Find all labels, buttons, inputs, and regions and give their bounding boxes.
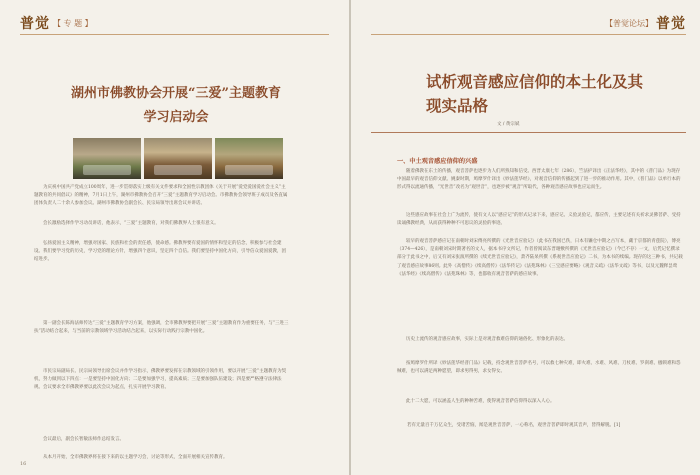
left-page	[0, 0, 349, 475]
body-paragraph: 弘扬爱国主义精神，增强对国家、民族和社会的责任感，使命感。佛教界要有爱国的情怀和坚定的信念，积极参与社会建设。我们要学习党的历史，学习党的理论方针，增强四个意识，坚定四个自信。我们要坚持中国化方向，引导信众爱国爱教，团结进步。	[34, 241, 286, 263]
section-tag: 【 专 题 】	[53, 18, 93, 28]
section-heading: 一、中土观音感应信仰的兴盛	[397, 158, 478, 165]
title-rule	[371, 132, 686, 133]
header-rule	[371, 34, 686, 35]
body-paragraph: 按鸠摩罗什所译《妙法莲华经普门品》记载，持念观世音菩萨名号，可以救七种灾难，即火难、水难、风难、刀杖难、罗刹难、枷锁难和怨贼难，也可以满足两种愿望，即求男得男，求女得女。	[397, 361, 681, 375]
body-paragraph: 历史上流传的观音感应故事，实际上是对观音救难信仰的通俗化、形象化的表达。	[406, 337, 568, 342]
article-title: 湖州市佛教协会开展“三爱”主题教育学习启动会	[71, 86, 281, 125]
body-paragraph: 此十二大愿，可以涵盖人生的种种苦难，使得观音菩萨信仰得以深入人心。	[406, 399, 555, 404]
body-paragraph: 市民宗局副局长、民宗局领导出席会议并作学习指示，佛教界要发挥在宗教领域的引领作用，要以开展“三爱”主题教育为契机，努力做到以下四点：一是要坚持中国化方向；二是要加强学习，提高素质；三是要加强队伍建设；四是要严格遵守法律法规。会议要求全市佛教界要以此次会议为起点，扎实开展学习教育。	[34, 369, 287, 391]
body-paragraph: 较早的观音菩萨感应记在南朝时刘宋傅亮所撰的《光世音应验记》（此书在我国已佚，日本有镰仓中期之古写本，藏于京都的青莲院），傅亮（374—426），是南朝刘宋时期著名的文人，据本书序文所记，作者曾阅读东晋谢敷所撰的《光世音应验记》（今已不存）一文，后凭记忆撰录部分于此书之中，后又有刘宋张演所撰的《续光世音应验记》，萧齐陆杲所撰《系观世音应验记》二书，为本书的续编。现存的这三种书，共记载了观音感应故事86则。此外《高僧传》《续高僧传》《法华传记》《法苑珠林》《三宝感应要略》《观音义疏》《法华文疏》等书，以及元魏释昙鸾《法华经》《续高僧传》《法苑珠林》等，也都收有观音菩萨的感应故事。	[397, 239, 683, 277]
magazine-logo: 普觉	[20, 16, 50, 32]
photo-strip	[73, 138, 283, 179]
body-paragraph: 从本月开始，全市佛教界将在接下来的以主题学习会，讨论等形式，全面开展相关宣传教育。	[43, 455, 228, 460]
right-page	[351, 0, 700, 475]
body-paragraph: 第一副会长陈海法师传达“三爱”主题教育学习方案，他强调，全市佛教界要把开展“三爱”主题教育作为重要任务，与“三进三扶”活动结合起来，与当前的宗教领域学习活动结合起来，以实际行动践行宗教中国化。	[34, 321, 289, 335]
body-paragraph: 为庆祝中国共产党成立100周年，进一步贯彻落实上级有关文件要求和全国性宗教团体《关于开展“爱党爱国爱社会主义”主题教育的共同倡议》的精神，7月1日上午，湖州市佛教协会召开“三爱”主题教育学习启动会。市佛教协会领导班子成员及各直属团体负责人二十余人参加会议。湖州市佛教协会副会长、民宗局领导出席会议并讲话。	[34, 185, 288, 207]
body-paragraph: 会长激励选择作学习动员讲话，他表示，“三爱”主题教育，对我们佛教界人士很有意义。	[43, 221, 219, 226]
magazine-logo: 普觉	[656, 16, 686, 32]
meeting-photo	[215, 138, 283, 179]
article-title: 试析观音感应信仰的本土化及其现实品格	[426, 72, 644, 115]
body-paragraph: 会议最后，副会长智敏法师作总结发言。	[43, 437, 124, 442]
right-masthead	[602, 14, 686, 32]
header-rule	[20, 34, 329, 35]
left-masthead	[20, 14, 96, 32]
body-paragraph: 这些感应故事在社会上广为流传，使有文人以“感应记”的形式记录下来，感应记、义验灵验记，都应传，主要记述有关祈求灵佛菩萨、受持读诵佛教经典，从而获得种种不可思议的灵验的事迹。	[397, 213, 681, 227]
byline: 文 / 黄宗斌	[497, 122, 520, 127]
section-tag: 【普觉论坛】	[605, 18, 653, 28]
meeting-photo	[73, 138, 141, 179]
scripture-quote: 若有无量百千万亿众生，受诸苦恼，闻是观世音菩萨，一心称名，观世音菩萨即时观其音声，皆得解脱。[1]	[407, 423, 621, 428]
page-number: 16	[20, 461, 27, 467]
body-paragraph: 随着佛教在东土的传播，观音菩萨也逐步为人们所熟知和信受。西晋太康七年（286），竺法护译出《正法华经》，其中的《普门品》为现存中国最早的观音信仰文献。姚秦时期，鸠摩罗什译出《妙法莲华经》，对观音信仰的传播起到了进一步的推动作用。其中，《普门品》以单行本的形式得以流通传播，“光世音”改名为“观世音”，也逐步被“观音”所取代，各种观音感应故事也应运而生。	[397, 169, 681, 191]
meeting-photo	[144, 138, 212, 179]
